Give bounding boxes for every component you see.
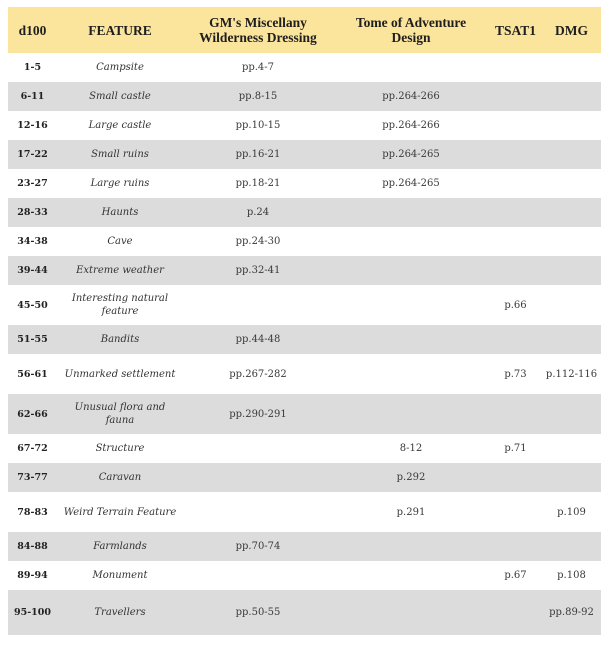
table-row	[8, 492, 601, 532]
roll-cell: 95-100	[8, 590, 57, 635]
gms-miscellany-cell: pp.267-282	[229, 368, 287, 380]
feature-cell: Monument	[92, 570, 148, 581]
table-row	[8, 256, 601, 285]
feature-cell: Large ruins	[90, 178, 150, 189]
tome-cell: 8-12	[399, 443, 423, 454]
table-row	[8, 169, 601, 198]
gms-miscellany-cell: pp.70-74	[183, 532, 333, 561]
tome-cell: pp.264-265	[333, 140, 489, 169]
dmg-cell	[542, 140, 601, 169]
tsat1-cell	[489, 256, 542, 285]
roll-cell: 12-16	[17, 120, 48, 131]
feature-cell: Farmlands	[57, 532, 183, 561]
tome-cell: p.291	[396, 506, 426, 518]
tome-cell: pp.264-266	[333, 82, 489, 111]
gms-miscellany-cell: pp.44-48	[183, 325, 333, 354]
table-row	[8, 111, 601, 140]
table-row	[8, 561, 601, 590]
feature-cell: Bandits	[57, 325, 183, 354]
feature-cell: Large castle	[88, 120, 152, 131]
tsat1-cell: p.71	[504, 443, 527, 454]
tsat1-cell: p.73	[504, 368, 527, 380]
table-row	[8, 82, 601, 111]
tsat1-cell	[489, 169, 542, 198]
gms-miscellany-cell: pp.10-15	[235, 120, 281, 131]
roll-cell: 62-66	[8, 394, 57, 434]
dmg-cell	[542, 325, 601, 354]
dmg-cell	[542, 227, 601, 256]
roll-cell: 67-72	[17, 443, 48, 454]
feature-cell: Small ruins	[57, 140, 183, 169]
dmg-cell	[542, 463, 601, 492]
table-row	[8, 463, 601, 492]
tsat1-cell	[489, 198, 542, 227]
gms-miscellany-cell: pp.8-15	[183, 82, 333, 111]
tome-cell	[333, 590, 489, 635]
roll-cell: 56-61	[17, 368, 48, 380]
tsat1-cell	[489, 325, 542, 354]
table-row	[8, 325, 601, 354]
feature-cell: Small castle	[57, 82, 183, 111]
tome-cell	[333, 394, 489, 434]
tsat1-cell	[489, 227, 542, 256]
table-row	[8, 53, 601, 82]
tome-cell	[333, 354, 489, 394]
tsat1-cell	[489, 82, 542, 111]
header-tsat1: TSAT1	[489, 7, 542, 53]
roll-cell: 34-38	[17, 236, 48, 247]
gms-miscellany-cell	[183, 434, 333, 463]
tsat1-cell	[489, 463, 542, 492]
feature-cell: Haunts	[57, 198, 183, 227]
feature-cell: Extreme weather	[57, 256, 183, 285]
dmg-cell	[542, 434, 601, 463]
tsat1-cell	[489, 590, 542, 635]
tsat1-cell	[489, 53, 542, 82]
table-row	[8, 140, 601, 169]
feature-cell: Unmarked settlement	[64, 368, 176, 380]
gms-miscellany-cell: pp.4-7	[241, 62, 275, 73]
tsat1-cell	[489, 111, 542, 140]
feature-cell: Caravan	[57, 463, 183, 492]
header-tome-of-adventure-design: Tome of Adventure Design	[333, 7, 489, 53]
dmg-cell	[542, 256, 601, 285]
tsat1-cell: p.66	[504, 299, 527, 311]
roll-cell: 89-94	[17, 570, 48, 581]
dmg-cell	[542, 53, 601, 82]
dmg-cell: p.109	[557, 506, 586, 518]
tome-cell	[333, 561, 489, 590]
roll-cell: 28-33	[8, 198, 57, 227]
roll-cell: 51-55	[8, 325, 57, 354]
header-dmg: DMG	[542, 7, 601, 53]
gms-miscellany-cell: p.24	[183, 198, 333, 227]
feature-cell: Weird Terrain Feature	[63, 506, 177, 518]
table-row	[8, 434, 601, 463]
gms-miscellany-cell: pp.24-30	[235, 236, 281, 247]
tsat1-cell: p.67	[504, 570, 527, 581]
feature-cell: Structure	[95, 443, 145, 454]
feature-cell: Travellers	[57, 590, 183, 635]
table-row	[8, 285, 601, 325]
feature-cell: Cave	[107, 236, 133, 247]
tome-cell	[333, 285, 489, 325]
dmg-cell	[542, 169, 601, 198]
table-row	[8, 394, 601, 434]
tsat1-cell	[489, 532, 542, 561]
table-row	[8, 532, 601, 561]
gms-miscellany-cell: pp.290-291	[183, 394, 333, 434]
gms-miscellany-cell: pp.18-21	[235, 178, 281, 189]
dmg-cell: pp.89-92	[542, 590, 601, 635]
header-feature: FEATURE	[57, 7, 183, 53]
header-d100: d100	[8, 7, 57, 53]
gms-miscellany-cell	[183, 463, 333, 492]
dmg-cell	[542, 532, 601, 561]
header-gms-miscellany: GM's Miscellany Wilderness Dressing	[183, 7, 333, 53]
dmg-cell: p.112-116	[545, 368, 598, 380]
tsat1-cell	[489, 140, 542, 169]
gms-miscellany-cell: pp.16-21	[183, 140, 333, 169]
gms-miscellany-cell	[183, 492, 333, 532]
dmg-cell	[542, 198, 601, 227]
table-row	[8, 227, 601, 256]
dmg-cell	[542, 285, 601, 325]
gms-miscellany-cell: pp.32-41	[183, 256, 333, 285]
gms-miscellany-cell: pp.50-55	[183, 590, 333, 635]
roll-cell: 17-22	[8, 140, 57, 169]
header-row	[8, 7, 601, 53]
feature-cell: Campsite	[96, 62, 144, 73]
feature-cell: Unusual flora and fauna	[57, 394, 183, 434]
tome-cell: pp.264-265	[382, 178, 440, 189]
dmg-cell	[542, 394, 601, 434]
tome-cell: p.292	[333, 463, 489, 492]
tome-cell: pp.264-266	[382, 120, 440, 131]
dmg-cell	[542, 111, 601, 140]
tsat1-cell	[489, 492, 542, 532]
roll-cell: 45-50	[17, 299, 48, 311]
roll-cell: 84-88	[8, 532, 57, 561]
tsat1-cell	[489, 394, 542, 434]
roll-cell: 73-77	[8, 463, 57, 492]
table-row	[8, 198, 601, 227]
tome-cell	[333, 227, 489, 256]
roll-cell: 6-11	[8, 82, 57, 111]
table-row	[8, 590, 601, 635]
roll-cell: 23-27	[17, 178, 48, 189]
table-row	[8, 354, 601, 394]
roll-cell: 1-5	[23, 62, 42, 73]
tome-cell	[333, 325, 489, 354]
roll-cell: 78-83	[17, 506, 48, 518]
tome-cell	[333, 198, 489, 227]
gms-miscellany-cell	[183, 285, 333, 325]
tome-cell	[333, 53, 489, 82]
gms-miscellany-cell	[183, 561, 333, 590]
feature-cell: Interesting natural feature	[71, 293, 169, 317]
roll-cell: 39-44	[8, 256, 57, 285]
dmg-cell	[542, 82, 601, 111]
tome-cell	[333, 256, 489, 285]
random-wilderness-feature-table	[8, 7, 601, 635]
tome-cell	[333, 532, 489, 561]
dmg-cell: p.108	[557, 570, 586, 581]
